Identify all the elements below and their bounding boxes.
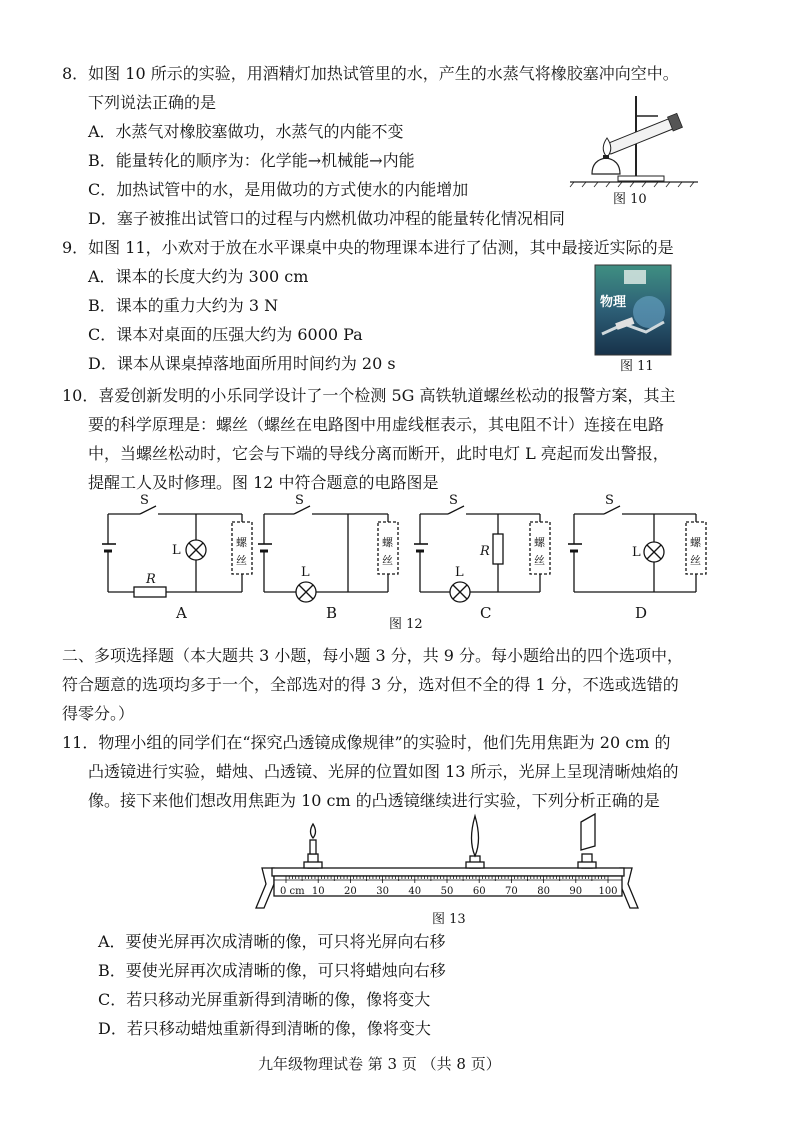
scale-label: 70 (505, 886, 518, 897)
circuit-c-screw-label-1: 螺 (534, 536, 545, 549)
q8-option-c: C．加热试管中的水，是用做功的方式使水的内能增加 (88, 180, 469, 199)
q10-line2: 要的科学原理是：螺丝（螺丝在电路图中用虚线框表示，其电阻不计）连接在电路 (88, 415, 665, 434)
q11-option-a: A．要使光屏再次成清晰的像，可只将光屏向右移 (98, 932, 446, 951)
scale-label: 50 (440, 886, 454, 897)
page-footer: 九年级物理试卷 第 3 页 （共 8 页） (258, 1055, 501, 1073)
q11-option-b: B．要使光屏再次成清晰的像，可只将蜡烛向右移 (98, 961, 446, 980)
figure-12-circuits (92, 494, 712, 622)
circuit-d-screw-label-1: 螺 (690, 536, 701, 549)
circuit-d-lamp-label: L (632, 545, 641, 560)
figure-11-textbook (594, 264, 672, 356)
section2-line2: 符合题意的选项均多于一个，全部选对的得 3 分，选对但不全的得 1 分，不选或选错的 (62, 675, 679, 694)
circuit-a-screw-label-1: 螺 (236, 536, 247, 549)
q11-option-c: C．若只移动光屏重新得到清晰的像，像将变大 (98, 990, 431, 1009)
q11-option-d: D．若只移动蜡烛重新得到清晰的像，像将变大 (98, 1019, 431, 1038)
circuit-b-screw-label-1: 螺 (382, 536, 393, 549)
q8-stem-line1: 8．如图 10 所示的实验，用酒精灯加热试管里的水，产生的水蒸气将橡胶塞冲向空中。 (62, 64, 679, 83)
q11-line1: 11．物理小组的同学们在“探究凸透镜成像规律”的实验时，他们先用焦距为 20 cm 的 (62, 733, 671, 752)
scale-label: 60 (472, 886, 486, 897)
q9-option-a: A．课本的长度大约为 300 cm (88, 267, 309, 286)
q9-option-d: D．课本从课桌掉落地面所用时间约为 20 s (88, 354, 396, 373)
figure-12-caption: 图 12 (389, 617, 423, 632)
q11-line2: 凸透镜进行实验，蜡烛、凸透镜、光屏的位置如图 13 所示，光屏上呈现清晰烛焰的 (88, 762, 679, 781)
q10-line3: 中，当螺丝松动时，它会与下端的导线分离而断开，此时电灯 L 亮起而发出警报， (88, 444, 669, 463)
figure-13-caption: 图 13 (432, 912, 466, 927)
circuit-c-switch-label: S (449, 494, 458, 508)
scale-label: 100 (598, 886, 618, 897)
q9-stem: 9．如图 11，小欢对于放在水平课桌中央的物理课本进行了估测，其中最接近实际的是 (62, 238, 674, 257)
scale-label: 20 (344, 886, 357, 897)
q9-option-c: C．课本对桌面的压强大约为 6000 Pa (88, 325, 363, 344)
circuit-b-lamp-label: L (301, 565, 310, 580)
q8-option-b: B．能量转化的顺序为：化学能→机械能→内能 (88, 151, 415, 170)
textbook-title: 物理 (600, 295, 627, 310)
circuit-c-lamp-label: L (455, 565, 464, 580)
q10-line4: 提醒工人及时修理。图 12 中符合题意的电路图是 (88, 473, 439, 492)
figure-10-caption: 图 10 (613, 192, 647, 207)
circuit-a-resistor-label: R (146, 572, 156, 587)
figure-11-caption: 图 11 (620, 359, 654, 374)
circuit-b-screw-label-2: 丝 (382, 554, 393, 567)
circuit-a-screw-label-2: 丝 (236, 554, 247, 567)
q9-option-b: B．课本的重力大约为 3 N (88, 296, 279, 315)
scale-label: 30 (376, 886, 389, 897)
scale-label: 90 (569, 886, 583, 897)
circuit-c-resistor-label: R (480, 544, 490, 559)
figure-10-apparatus (562, 92, 704, 188)
circuit-c-screw-label-2: 丝 (534, 554, 545, 567)
circuit-d-switch-label: S (605, 494, 614, 508)
circuit-b-switch-label: S (295, 494, 304, 508)
circuit-c-option-label: C (480, 604, 492, 622)
circuit-d-option-label: D (635, 604, 648, 622)
scale-label: 80 (537, 886, 550, 897)
circuit-d-screw-label-2: 丝 (690, 554, 701, 567)
q8-option-a: A．水蒸气对橡胶塞做功，水蒸气的内能不变 (88, 122, 404, 141)
circuit-b (258, 506, 398, 602)
q8-stem-line2: 下列说法正确的是 (88, 93, 217, 112)
circuit-a-lamp-label: L (172, 543, 181, 558)
circuit-b-option-label: B (326, 604, 338, 622)
q10-line1: 10．喜爱创新发明的小乐同学设计了一个检测 5G 高铁轨道螺丝松动的报警方案，其主 (62, 386, 676, 405)
section2-line3: 得零分。） (62, 704, 135, 723)
figure-13-optical-bench (252, 810, 642, 916)
q8-option-d: D．塞子被推出试管口的过程与内燃机做功冲程的能量转化情况相同 (88, 209, 565, 228)
scale-label: 10 (311, 886, 325, 897)
circuit-a-switch-label: S (140, 494, 149, 508)
section2-line1: 二、多项选择题（本大题共 3 小题，每小题 3 分，共 9 分。每小题给出的四个选项中， (62, 646, 684, 665)
scale-label: 40 (408, 886, 422, 897)
circuit-a-option-label: A (176, 604, 187, 622)
q11-line3: 像。接下来他们想改用焦距为 10 cm 的凸透镜继续进行实验，下列分析正确的是 (88, 791, 660, 810)
scale-label: 0 cm (280, 886, 305, 897)
